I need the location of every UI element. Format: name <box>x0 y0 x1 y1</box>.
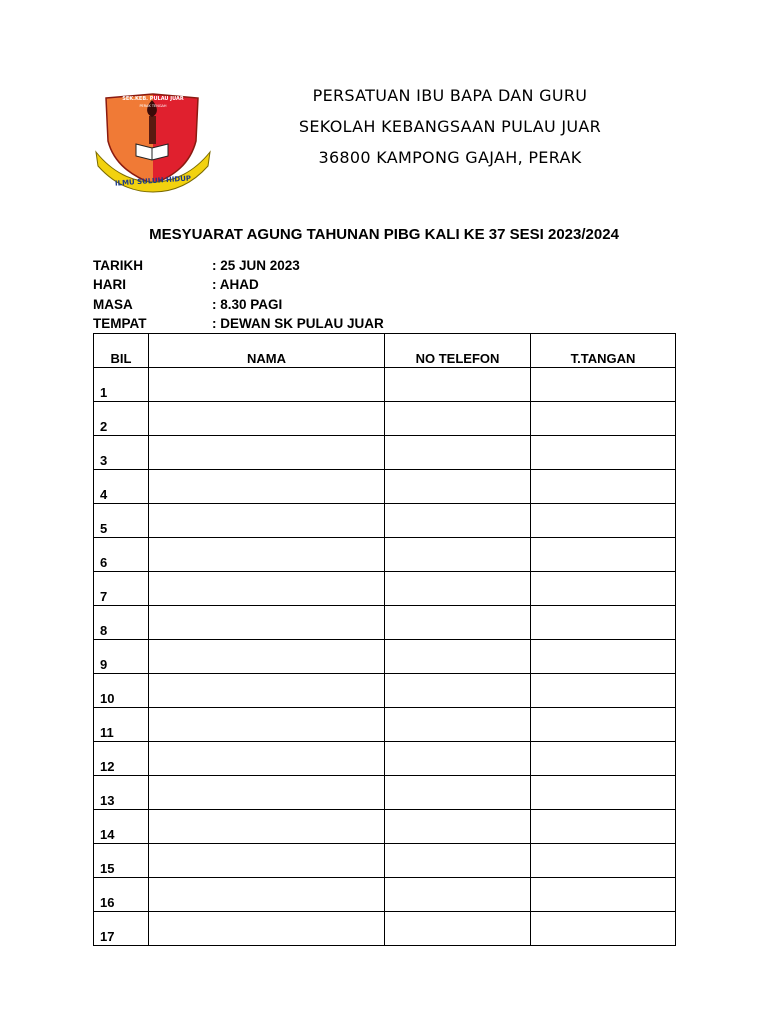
t-tangan-cell[interactable] <box>531 538 676 572</box>
table-row <box>94 810 676 844</box>
table-row <box>94 640 676 674</box>
row-number-cell: 17 <box>94 912 149 946</box>
row-number-cell: 5 <box>94 504 149 538</box>
nama-cell[interactable] <box>149 640 385 674</box>
no-telefon-cell[interactable] <box>385 436 531 470</box>
table-row <box>94 776 676 810</box>
meeting-info <box>93 256 384 333</box>
table-row <box>94 436 676 470</box>
table-row <box>94 368 676 402</box>
t-tangan-cell[interactable] <box>531 470 676 504</box>
nama-cell[interactable] <box>149 470 385 504</box>
column-header-no-telefon: NO TELEFON <box>385 334 531 368</box>
t-tangan-cell[interactable] <box>531 402 676 436</box>
info-row-day <box>93 275 384 294</box>
attendance-table <box>93 333 676 946</box>
nama-cell[interactable] <box>149 504 385 538</box>
table-row <box>94 402 676 436</box>
no-telefon-cell[interactable] <box>385 572 531 606</box>
attendance-table-body <box>94 368 676 946</box>
info-row-venue <box>93 314 384 333</box>
row-number-cell: 1 <box>94 368 149 402</box>
table-row <box>94 606 676 640</box>
table-row <box>94 674 676 708</box>
table-row <box>94 504 676 538</box>
logo-motto: ILMU SULUH HIDUP <box>114 174 192 188</box>
no-telefon-cell[interactable] <box>385 538 531 572</box>
info-value: : 25 JUN 2023 <box>212 258 300 274</box>
info-value: : DEWAN SK PULAU JUAR <box>212 316 384 332</box>
nama-cell[interactable] <box>149 844 385 878</box>
column-header-bil: BIL <box>94 334 149 368</box>
no-telefon-cell[interactable] <box>385 368 531 402</box>
nama-cell[interactable] <box>149 912 385 946</box>
no-telefon-cell[interactable] <box>385 402 531 436</box>
info-value: : 8.30 PAGI <box>212 296 283 312</box>
no-telefon-cell[interactable] <box>385 844 531 878</box>
row-number-cell: 11 <box>94 708 149 742</box>
t-tangan-cell[interactable] <box>531 912 676 946</box>
table-row <box>94 470 676 504</box>
t-tangan-cell[interactable] <box>531 844 676 878</box>
table-row <box>94 742 676 776</box>
column-header-nama: NAMA <box>149 334 385 368</box>
row-number-cell: 2 <box>94 402 149 436</box>
school-name: SEKOLAH KEBANGSAAN PULAU JUAR <box>298 117 602 136</box>
nama-cell[interactable] <box>149 776 385 810</box>
row-number-cell: 14 <box>94 810 149 844</box>
info-label: TARIKH <box>93 258 143 274</box>
t-tangan-cell[interactable] <box>531 504 676 538</box>
table-row <box>94 878 676 912</box>
row-number-cell: 9 <box>94 640 149 674</box>
no-telefon-cell[interactable] <box>385 708 531 742</box>
row-number-cell: 3 <box>94 436 149 470</box>
school-crest-logo <box>92 86 214 198</box>
no-telefon-cell[interactable] <box>385 742 531 776</box>
meeting-title: MESYUARAT AGUNG TAHUNAN PIBG KALI KE 37 SESI 2023/2024 <box>149 226 619 243</box>
t-tangan-cell[interactable] <box>531 368 676 402</box>
row-number-cell: 6 <box>94 538 149 572</box>
t-tangan-cell[interactable] <box>531 606 676 640</box>
info-label: HARI <box>93 277 126 293</box>
t-tangan-cell[interactable] <box>531 640 676 674</box>
nama-cell[interactable] <box>149 538 385 572</box>
row-number-cell: 4 <box>94 470 149 504</box>
logo-sub-text: PERAK TENGAH <box>139 104 167 108</box>
row-number-cell: 12 <box>94 742 149 776</box>
nama-cell[interactable] <box>149 674 385 708</box>
table-row <box>94 708 676 742</box>
t-tangan-cell[interactable] <box>531 810 676 844</box>
no-telefon-cell[interactable] <box>385 640 531 674</box>
table-row <box>94 844 676 878</box>
row-number-cell: 10 <box>94 674 149 708</box>
no-telefon-cell[interactable] <box>385 504 531 538</box>
row-number-cell: 8 <box>94 606 149 640</box>
info-label: TEMPAT <box>93 316 147 332</box>
no-telefon-cell[interactable] <box>385 878 531 912</box>
t-tangan-cell[interactable] <box>531 878 676 912</box>
logo-top-text: SEK.KEB. PULAU JUAR <box>122 96 184 102</box>
column-header-t-tangan: T.TANGAN <box>531 334 676 368</box>
info-value: : AHAD <box>212 277 259 293</box>
nama-cell[interactable] <box>149 368 385 402</box>
school-address: 36800 KAMPONG GAJAH, PERAK <box>318 148 582 167</box>
no-telefon-cell[interactable] <box>385 606 531 640</box>
table-row <box>94 912 676 946</box>
nama-cell[interactable] <box>149 436 385 470</box>
t-tangan-cell[interactable] <box>531 742 676 776</box>
no-telefon-cell[interactable] <box>385 912 531 946</box>
no-telefon-cell[interactable] <box>385 810 531 844</box>
t-tangan-cell[interactable] <box>531 708 676 742</box>
t-tangan-cell[interactable] <box>531 776 676 810</box>
nama-cell[interactable] <box>149 402 385 436</box>
nama-cell[interactable] <box>149 572 385 606</box>
info-row-date <box>93 256 384 275</box>
t-tangan-cell[interactable] <box>531 572 676 606</box>
nama-cell[interactable] <box>149 742 385 776</box>
no-telefon-cell[interactable] <box>385 776 531 810</box>
no-telefon-cell[interactable] <box>385 674 531 708</box>
no-telefon-cell[interactable] <box>385 470 531 504</box>
association-name: PERSATUAN IBU BAPA DAN GURU <box>312 86 588 105</box>
nama-cell[interactable] <box>149 878 385 912</box>
row-number-cell: 13 <box>94 776 149 810</box>
row-number-cell: 16 <box>94 878 149 912</box>
table-row <box>94 538 676 572</box>
t-tangan-cell[interactable] <box>531 674 676 708</box>
nama-cell[interactable] <box>149 708 385 742</box>
row-number-cell: 7 <box>94 572 149 606</box>
row-number-cell: 15 <box>94 844 149 878</box>
t-tangan-cell[interactable] <box>531 436 676 470</box>
table-row <box>94 572 676 606</box>
info-label: MASA <box>93 296 133 312</box>
nama-cell[interactable] <box>149 810 385 844</box>
table-header-row <box>94 334 676 368</box>
nama-cell[interactable] <box>149 606 385 640</box>
info-row-time <box>93 295 384 314</box>
